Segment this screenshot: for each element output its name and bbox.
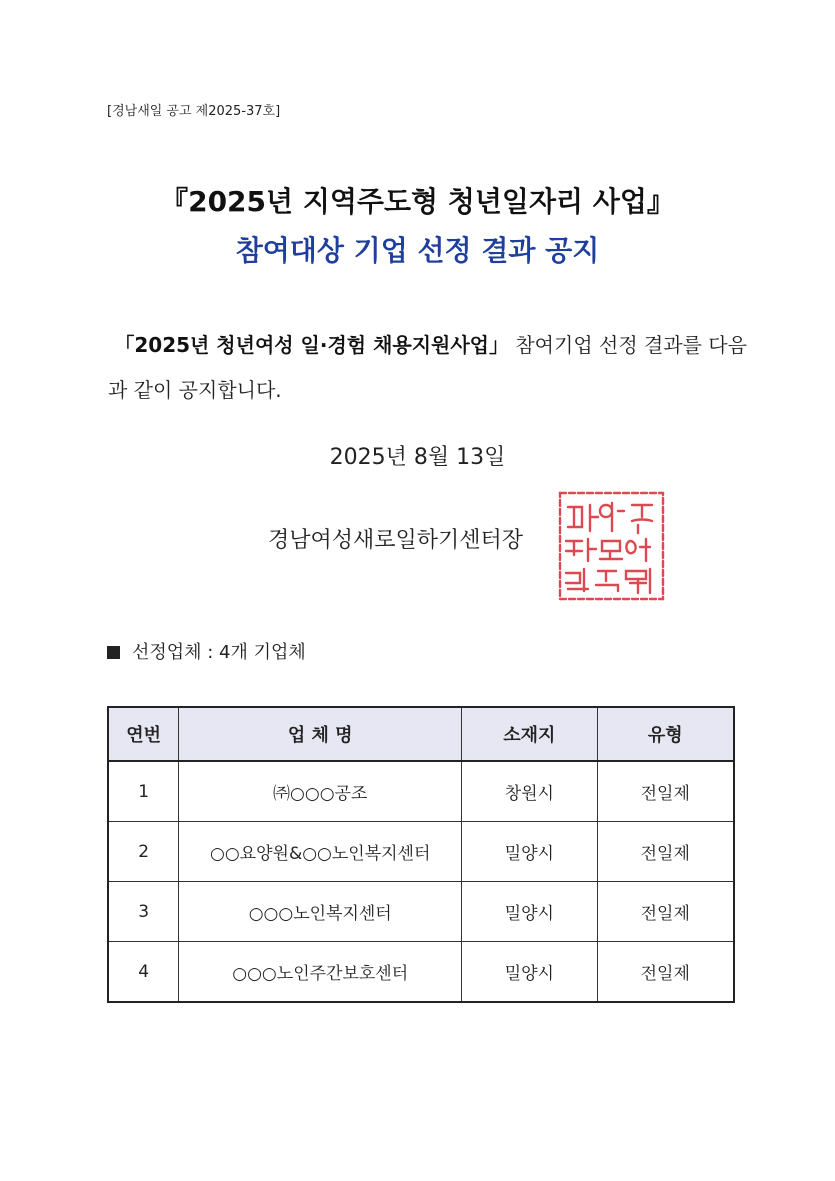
table-header-row [108,707,734,761]
intro-paragraph [108,323,748,413]
row-company-name: ○○요양원&○○노인복지센터 [179,822,462,882]
notice-title: 『2025년 지역주도형 청년일자리 사업』 [160,185,675,218]
project-name: 「2025년 청년여성 일·경험 채용지원사업」 [114,333,509,357]
document-number: [경남새일 공고 제2025-37호] [107,104,281,119]
row-number: 1 [108,761,179,822]
summary-text: 선정업체 : 4개 기업체 [132,642,306,663]
header-number: 연번 [108,707,179,761]
table-row [108,882,734,942]
header-company-name: 업 체 명 [179,707,462,761]
square-bullet-icon [107,646,120,659]
selection-summary [107,638,306,664]
header-type: 유형 [597,707,734,761]
row-company-name: ㈜○○○공조 [179,761,462,822]
notice-date: 2025년 8월 13일 [329,445,506,470]
intro-text: 참여기업 선정 결과를 다음과 같이 공지합니다. [108,333,747,402]
row-type: 전일제 [597,822,734,882]
row-number: 2 [108,822,179,882]
row-location: 밀양시 [462,942,597,1003]
row-company-name: ○○○노인복지센터 [179,882,462,942]
row-type: 전일제 [597,882,734,942]
row-number: 3 [108,882,179,942]
official-seal-icon [554,487,669,605]
table-row [108,761,734,822]
header-location: 소재지 [462,707,597,761]
row-type: 전일제 [597,942,734,1003]
row-number: 4 [108,942,179,1003]
organization-name: 경남여성새로일하기센터장 [268,528,524,553]
row-company-name: ○○○노인주간보호센터 [179,942,462,1003]
row-type: 전일제 [597,761,734,822]
row-location: 밀양시 [462,822,597,882]
table-row [108,942,734,1003]
row-location: 창원시 [462,761,597,822]
notice-subtitle: 참여대상 기업 선정 결과 공지 [235,234,600,267]
selected-companies-table [107,706,735,1003]
row-location: 밀양시 [462,882,597,942]
table-row [108,822,734,882]
